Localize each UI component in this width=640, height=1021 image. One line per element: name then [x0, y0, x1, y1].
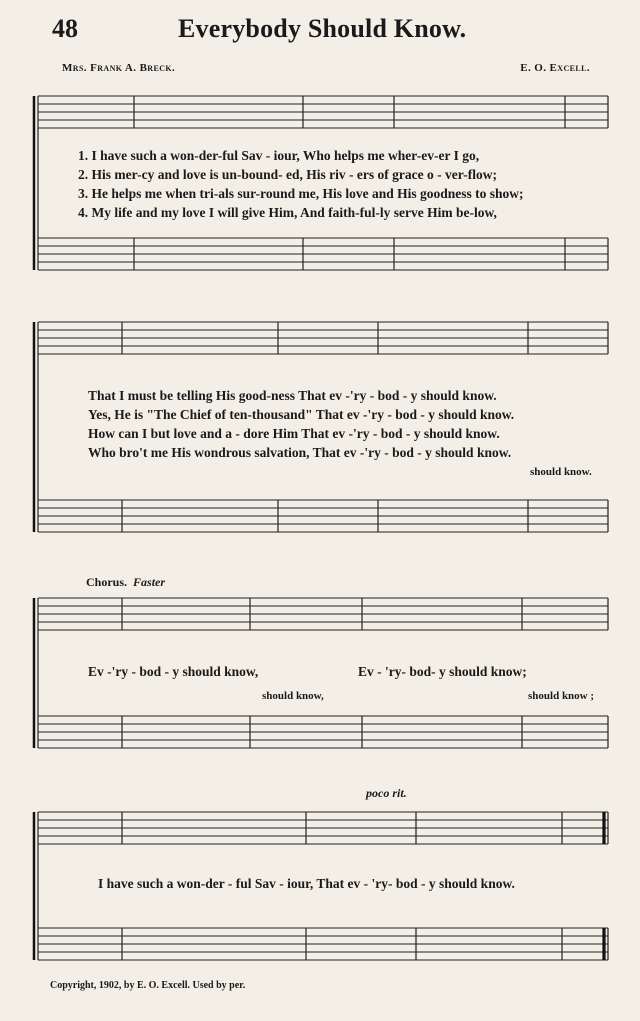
page-number: 48 — [52, 14, 78, 43]
lyricist-credit: Mrs. Frank A. Breck. — [62, 62, 176, 74]
chorus-heading — [86, 575, 165, 590]
staff-lines — [34, 96, 608, 960]
verse-4-line-1 — [78, 205, 497, 221]
verse-text: His mer-cy and love is un-bound- ed, His riv - ers of grace o - ver-flow; — [91, 167, 497, 182]
echo-label-verse: should know. — [530, 466, 592, 478]
composer-credit: E. O. Excell. — [520, 62, 590, 74]
verse-1-line-2: That I must be telling His good-ness That ev -'ry - bod - y should know. — [88, 388, 497, 403]
verse-1-line-1 — [78, 148, 479, 164]
verse-number: 2. — [78, 167, 89, 182]
verse-number: 4. — [78, 205, 89, 220]
verse-text: I have such a won-der-ful Sav - iour, Who helps me wher-ev-er I go, — [91, 148, 480, 163]
echo-label-chorus-2: should know ; — [528, 690, 595, 702]
verse-text: He helps me when tri-als sur-round me, His love and His goodness to show; — [91, 186, 524, 201]
echo-label-chorus-1: should know, — [262, 690, 324, 702]
verse-4-line-2: Who bro't me His wondrous salvation, That ev -'ry - bod - y should know. — [88, 445, 512, 460]
verse-3-line-2: How can I but love and a - dore Him That ev -'ry - bod - y should know. — [88, 426, 500, 441]
verse-number: 3. — [78, 186, 89, 201]
copyright-notice: Copyright, 1902, by E. O. Excell. Used by per. — [50, 980, 246, 991]
tempo-marking: Faster — [133, 575, 166, 589]
verse-2-line-2: Yes, He is "The Chief of ten-thousand" That ev -'ry - bod - y should know. — [88, 407, 515, 422]
verse-number: 1. — [78, 148, 89, 163]
hymn-title: Everybody Should Know. — [178, 14, 467, 43]
chorus-lyric-1b: Ev - 'ry- bod- y should know; — [358, 664, 527, 679]
verse-2-line-1 — [78, 167, 497, 183]
chorus-label: Chorus. — [86, 575, 128, 589]
verse-3-line-1 — [78, 186, 524, 202]
expression-marking: poco rit. — [366, 786, 407, 800]
chorus-lyric-1a: Ev -'ry - bod - y should know, — [88, 664, 259, 679]
chorus-lyric-2: I have such a won-der - ful Sav - iour, That ev - 'ry- bod - y should know. — [98, 876, 515, 891]
verse-text: My life and my love I will give Him, And faith-ful-ly serve Him be-low, — [91, 205, 497, 220]
